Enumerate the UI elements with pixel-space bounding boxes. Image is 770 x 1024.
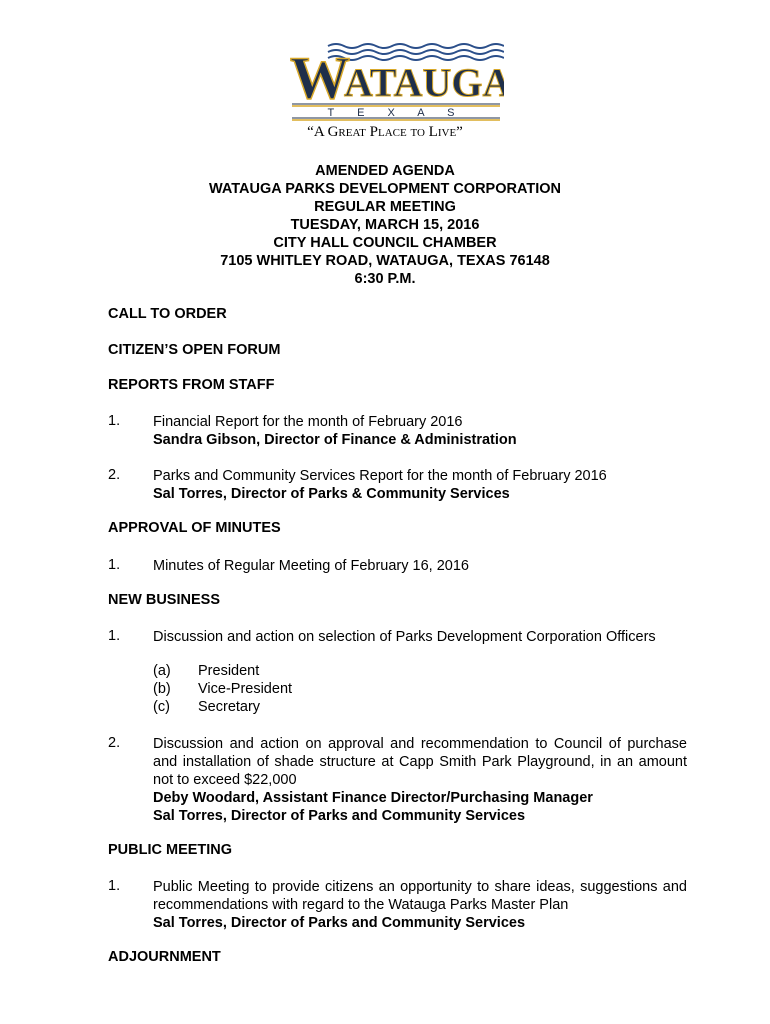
header-line: WATAUGA PARKS DEVELOPMENT CORPORATION: [208, 181, 562, 197]
item-presenter: Sal Torres, Director of Parks and Community Services: [153, 808, 526, 824]
new-business-item-2: [153, 735, 687, 825]
header-line: AMENDED AGENDA: [315, 163, 455, 179]
watauga-logo: [288, 40, 504, 124]
item-presenter: Deby Woodard, Assistant Finance Director/Purchasing Manager: [153, 790, 593, 806]
item-number: 1.: [108, 878, 121, 894]
item-number: 1.: [108, 413, 121, 429]
item-text: Discussion and action on approval and recommendation to Council of purchase and installation of shade structure at Capp Smith Park Playground, in an amount not to exceed $22,000: [153, 736, 687, 788]
public-meeting-item-1: [153, 878, 687, 932]
agenda-header: [0, 162, 770, 288]
item-number: 1.: [108, 628, 121, 644]
section-call-to-order: CALL TO ORDER: [108, 306, 227, 322]
sub-label: (a): [153, 663, 171, 679]
item-number: 2.: [108, 467, 121, 483]
section-new-business: NEW BUSINESS: [108, 592, 220, 608]
logo-w: W: [290, 45, 350, 111]
header-line: TUESDAY, MARCH 15, 2016: [290, 217, 480, 233]
report-item-2: [153, 467, 687, 503]
report-item-1: [153, 413, 687, 449]
minutes-item-1: Minutes of Regular Meeting of February 16, 2016: [153, 558, 469, 574]
item-number: 2.: [108, 735, 121, 751]
new-business-item-1: Discussion and action on selection of Parks Development Corporation Officers: [153, 629, 656, 645]
item-presenter: Sandra Gibson, Director of Finance & Administration: [153, 432, 517, 448]
item-presenter: Sal Torres, Director of Parks and Community Services: [153, 915, 526, 931]
item-number: 1.: [108, 557, 121, 573]
item-presenter: Sal Torres, Director of Parks & Community Services: [153, 486, 510, 502]
logo-wordmark: ATAUGA: [344, 60, 504, 105]
sub-label: (b): [153, 681, 171, 697]
sub-label: (c): [153, 699, 170, 715]
header-line: 7105 WHITLEY ROAD, WATAUGA, TEXAS 76148: [220, 253, 550, 269]
city-motto: “A Great Place to Live”: [307, 124, 463, 140]
logo-state: T E X A S: [327, 107, 465, 119]
section-minutes: APPROVAL OF MINUTES: [108, 520, 281, 536]
section-open-forum: CITIZEN’S OPEN FORUM: [108, 342, 281, 358]
sub-text: Secretary: [198, 699, 261, 715]
sub-text: President: [198, 663, 260, 679]
item-text: Parks and Community Services Report for the month of February 2016: [153, 468, 607, 484]
header-line: CITY HALL COUNCIL CHAMBER: [273, 235, 497, 251]
section-reports: REPORTS FROM STAFF: [108, 377, 275, 393]
sub-text: Vice-President: [198, 681, 293, 697]
header-line: 6:30 P.M.: [354, 271, 416, 287]
item-text: Public Meeting to provide citizens an opportunity to share ideas, suggestions and recommendations with regard to the Watauga Parks Master Plan: [153, 879, 687, 913]
item-text: Financial Report for the month of February 2016: [153, 414, 463, 430]
section-public-meeting: PUBLIC MEETING: [108, 842, 233, 858]
header-line: REGULAR MEETING: [314, 199, 456, 215]
section-adjournment: ADJOURNMENT: [108, 949, 221, 965]
